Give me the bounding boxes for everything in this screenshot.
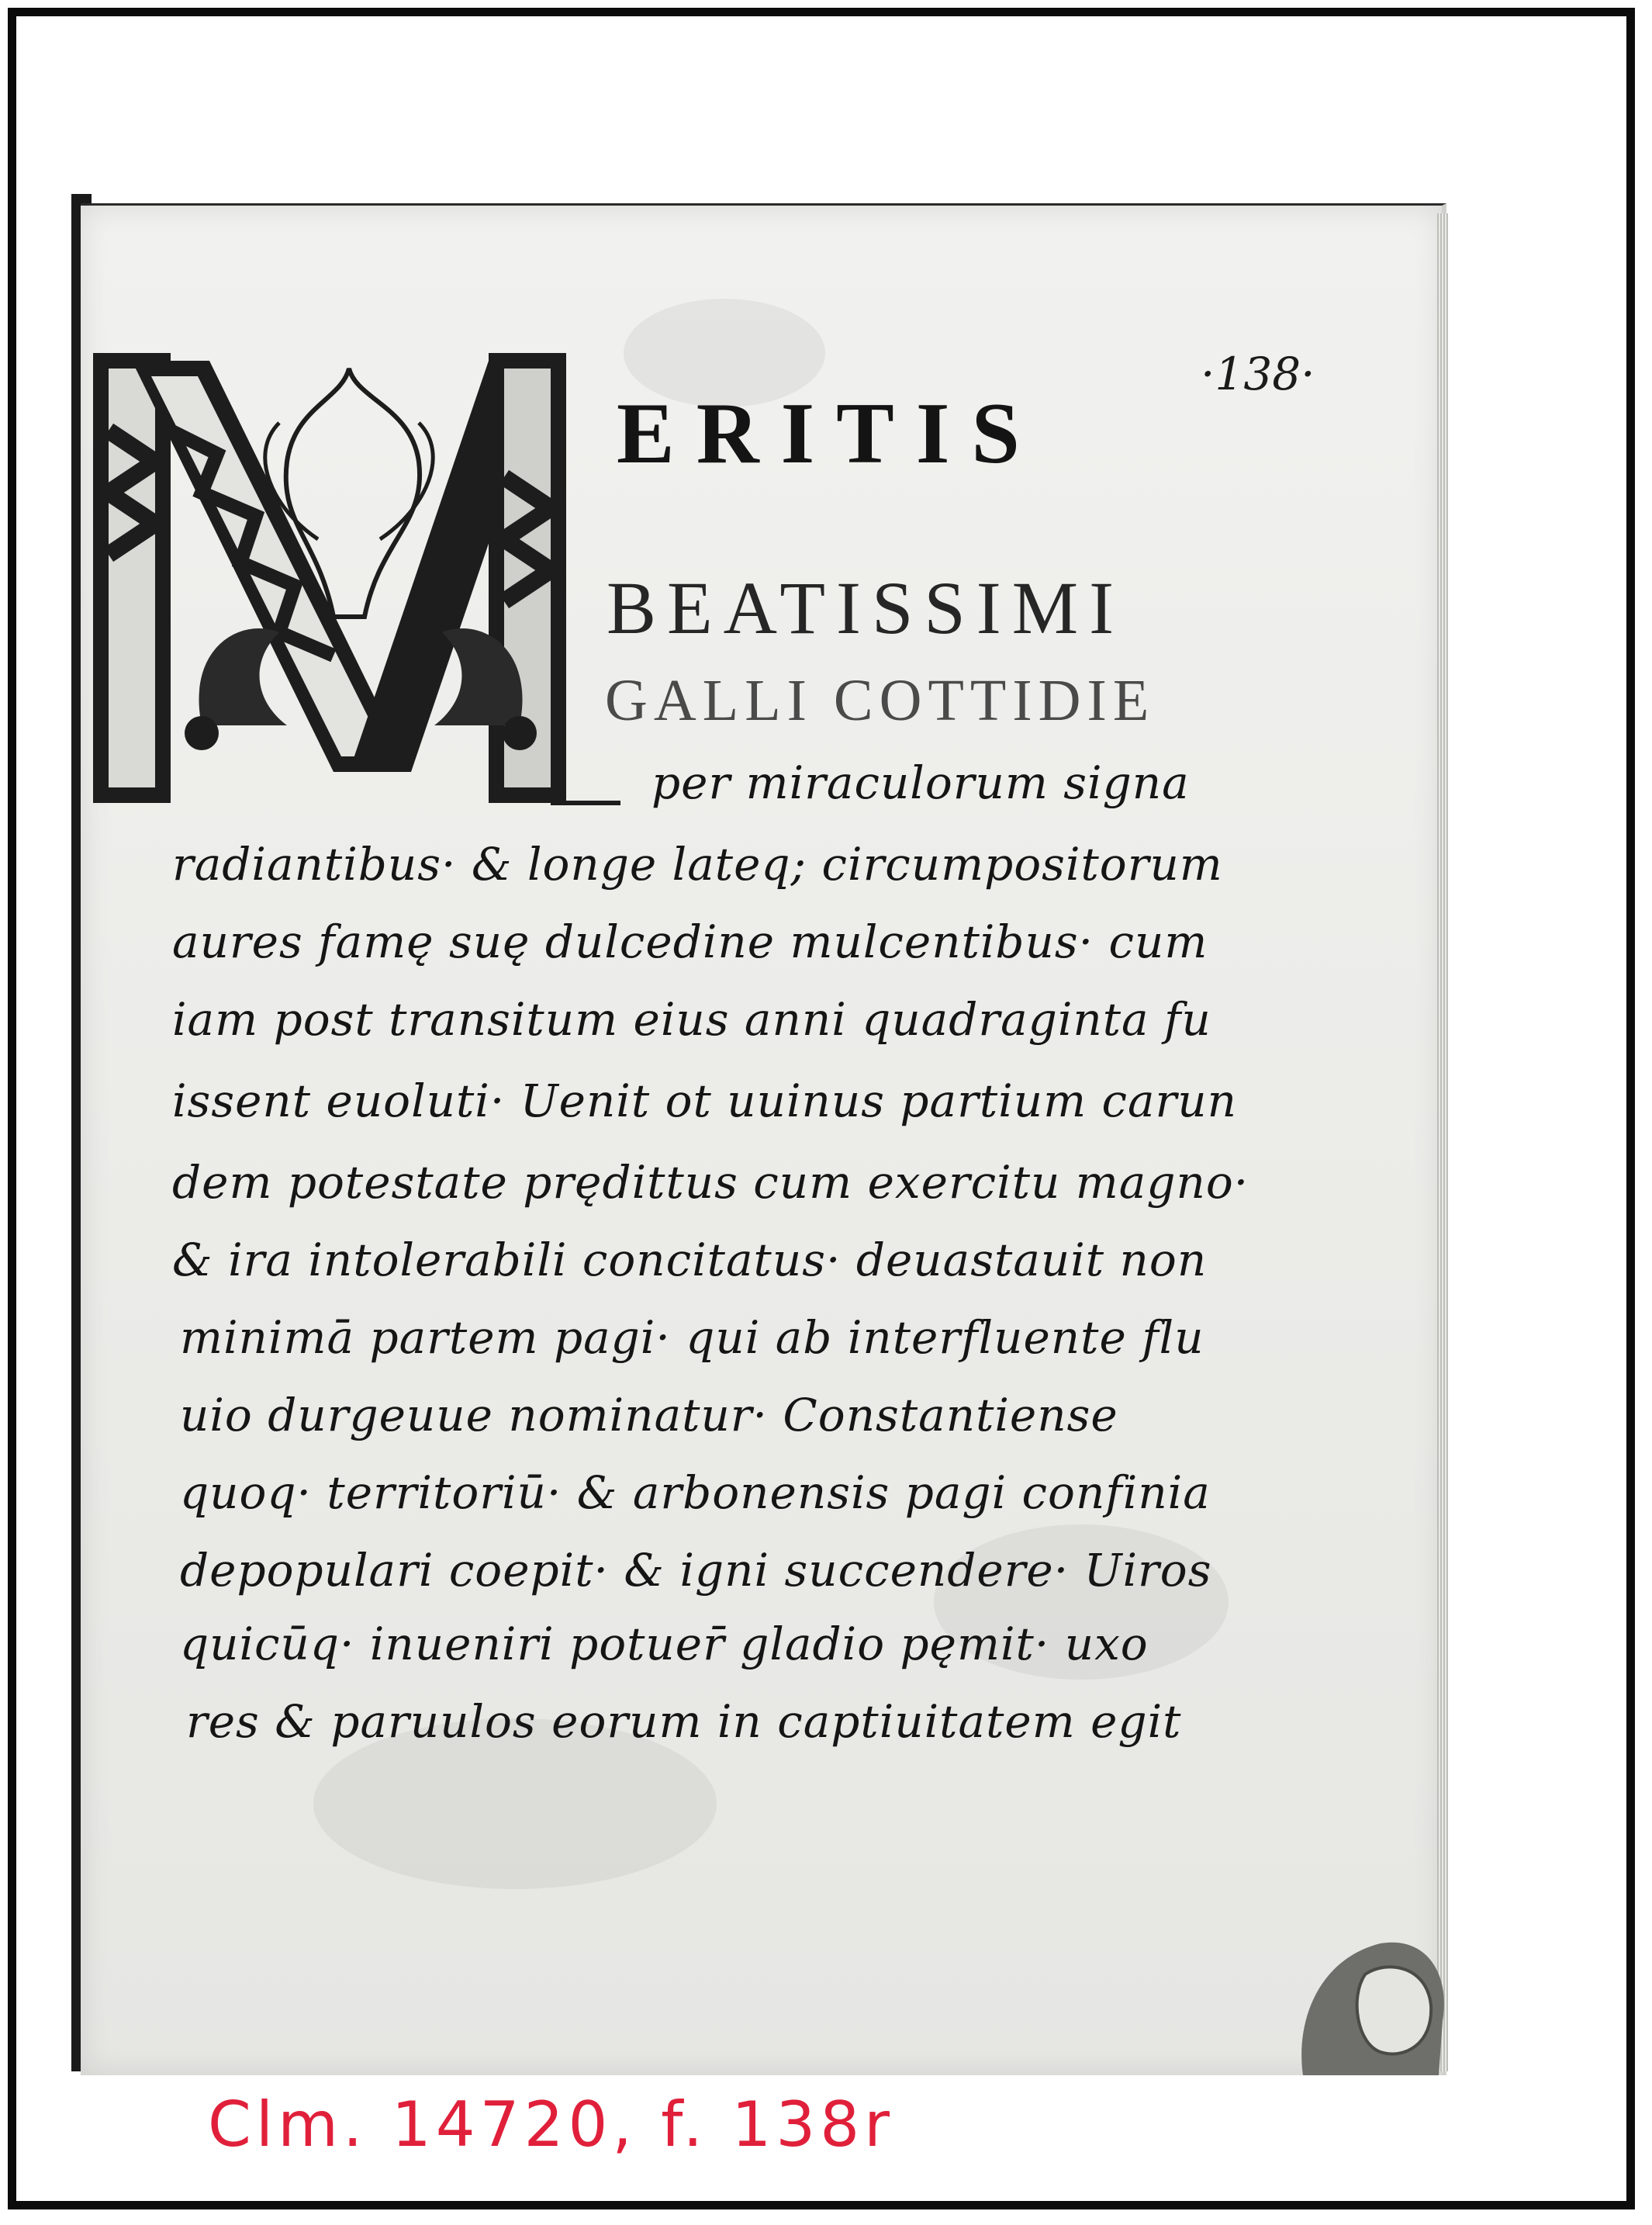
heading-line-2: BEATISSIMI — [607, 566, 1125, 649]
text-line-13: res & paruulos eorum in captiuitatem egit — [186, 1695, 1182, 1748]
text-line-6: dem potestate prędittus cum exercitu magno· — [172, 1156, 1249, 1209]
folio-edge — [1437, 213, 1448, 2071]
text-line-10: quoq· territoriū· & arbonensis pagi confinia — [180, 1466, 1211, 1519]
text-line-4: iam post transitum eius anni quadraginta fu — [172, 993, 1211, 1046]
heading-line-1: ERITIS — [617, 386, 1042, 482]
text-line-12: quicūq· inueniri potuer̄ gladio pęmit· uxo — [180, 1618, 1149, 1670]
text-line-9: uio durgeuue nominatur· Constantiense — [180, 1389, 1118, 1441]
heading-line-3: GALLI COTTIDIE — [605, 668, 1156, 733]
text-line-7: & ira intolerabili concitatus· deuastauit non — [172, 1234, 1208, 1286]
text-line-3: aures famę suę dulcedine mulcentibus· cum — [172, 915, 1208, 968]
text-line-5: issent euoluti· Uenit ot uuinus partium carun — [172, 1074, 1237, 1127]
text-line-8: minimā partem pagi· qui ab interfluente flu — [180, 1311, 1204, 1364]
thumb-photo — [1272, 1928, 1450, 2075]
shelfmark-annotation: Clm. 14720, f. 138r — [208, 2088, 895, 2161]
text-line-2: radiantibus· & longe lateq; circumpositorum — [172, 838, 1223, 891]
decorated-initial — [85, 337, 620, 818]
text-line-11: depopulari coepit· & igni succendere· Uiros — [180, 1544, 1212, 1597]
folio-number: ·138· — [1201, 348, 1315, 400]
text-line-1: per miraculorum signa — [651, 756, 1190, 809]
